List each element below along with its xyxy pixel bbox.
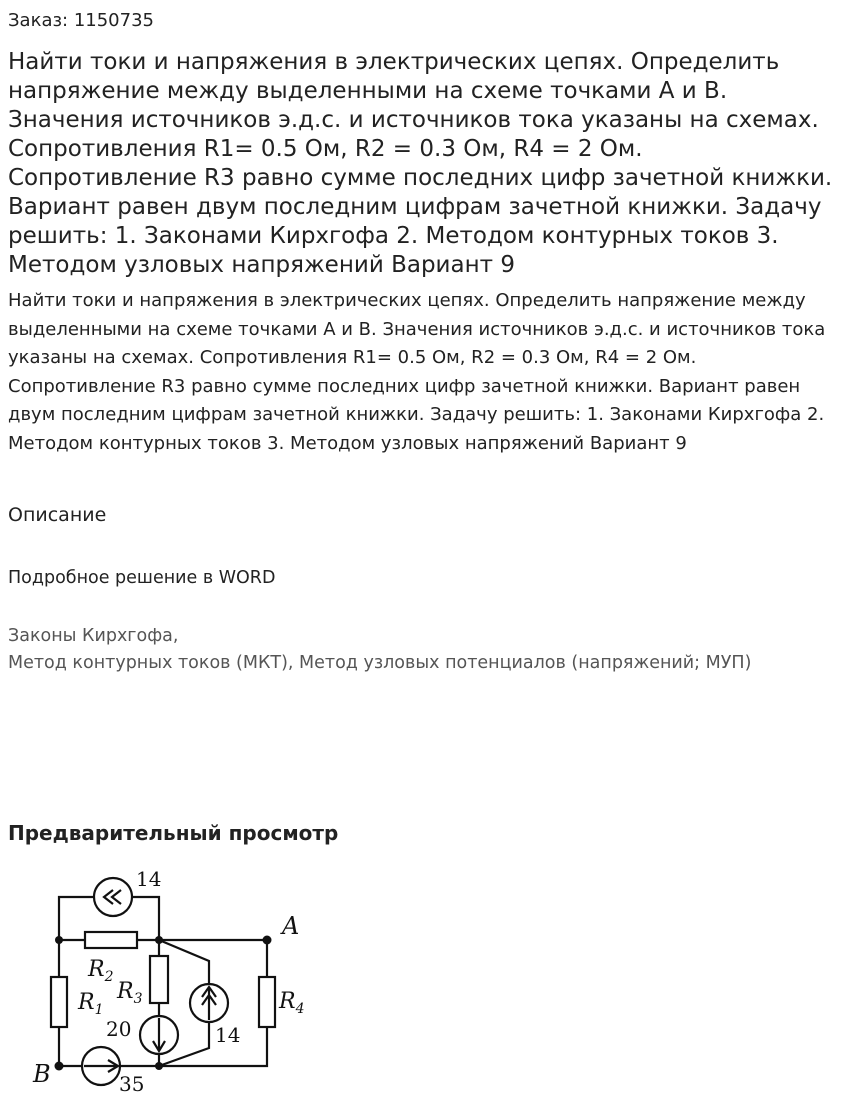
node-b-label: B (33, 1060, 51, 1088)
methods-line-2: Метод контурных токов (МКТ), Метод узловых потенциалов (напряжений; МУП) (8, 653, 752, 673)
resistor-r3-label: $R_3$ (117, 979, 143, 1007)
task-description: Найти токи и напряжения в электрических цепях. Определить напряжение между выделенными на схеме точками A и B. Значения источников э.д.с. и источников тока указаны на схемах. Сопротивления R1= 0.5 Ом, R2 = 0.3 Ом, R4 = 2 Ом. Сопротивление R3 равно сумме последних цифр зачетной книжки. Вариант равен двум последним цифрам зачетной книжки. Задачу решить: 1. Законами Кирхгофа 2. Методом контурных токов 3. Методом узловых напряжений Вариант 9 (8, 290, 826, 454)
node-b (55, 1062, 64, 1071)
emf-middle-label: 20 (106, 1017, 132, 1041)
current-source-right-arrow (202, 987, 216, 1020)
methods-line-1: Законы Кирхгофа, (8, 626, 179, 646)
resistor-r2-label: $R_2$ (88, 957, 114, 985)
order-number: Заказ: 1150735 (8, 10, 154, 31)
top-branch-wire (59, 897, 159, 940)
current-source-right-label: 14 (215, 1023, 241, 1047)
emf-middle-arrow (153, 1018, 165, 1051)
solution-format: Подробное решение в WORD (8, 568, 276, 588)
preview-heading: Предварительный просмотр (8, 821, 339, 845)
resistor-r4-label: $R_4$ (279, 989, 305, 1017)
right-branch-wire (159, 940, 267, 1066)
node-a-label: A (282, 912, 300, 940)
current-source-top-arrows (104, 890, 121, 904)
resistor-r4 (259, 977, 275, 1027)
node-bottom-mid (155, 1062, 163, 1070)
resistor-r2 (85, 932, 137, 948)
current-source-top-label: 14 (136, 867, 162, 891)
description-heading: Описание (8, 504, 107, 526)
emf-bottom-label: 35 (119, 1072, 145, 1095)
resistor-r1 (51, 977, 67, 1027)
circuit-schematic (28, 860, 328, 1095)
resistor-r3 (150, 956, 168, 1003)
page-title: Найти токи и напряжения в электрических цепях. Определить напряжение между выделенными на схеме точками A и B. Значения источников э.д.с. и источников тока указаны на схемах. Сопротивления R1= 0.5 Ом, R2 = 0.3 Ом, R4 = 2 Ом. Сопротивление R3 равно сумме последних цифр зачетной книжки. Вариант равен двум последним цифрам зачетной книжки. Задачу решить: 1. Законами Кирхгофа 2. Методом контурных токов 3. Методом узловых напряжений Вариант 9 (8, 49, 833, 278)
methods-list (8, 623, 751, 677)
resistor-r1-label: $R_1$ (78, 990, 104, 1018)
emf-bottom-arrow (84, 1060, 118, 1072)
